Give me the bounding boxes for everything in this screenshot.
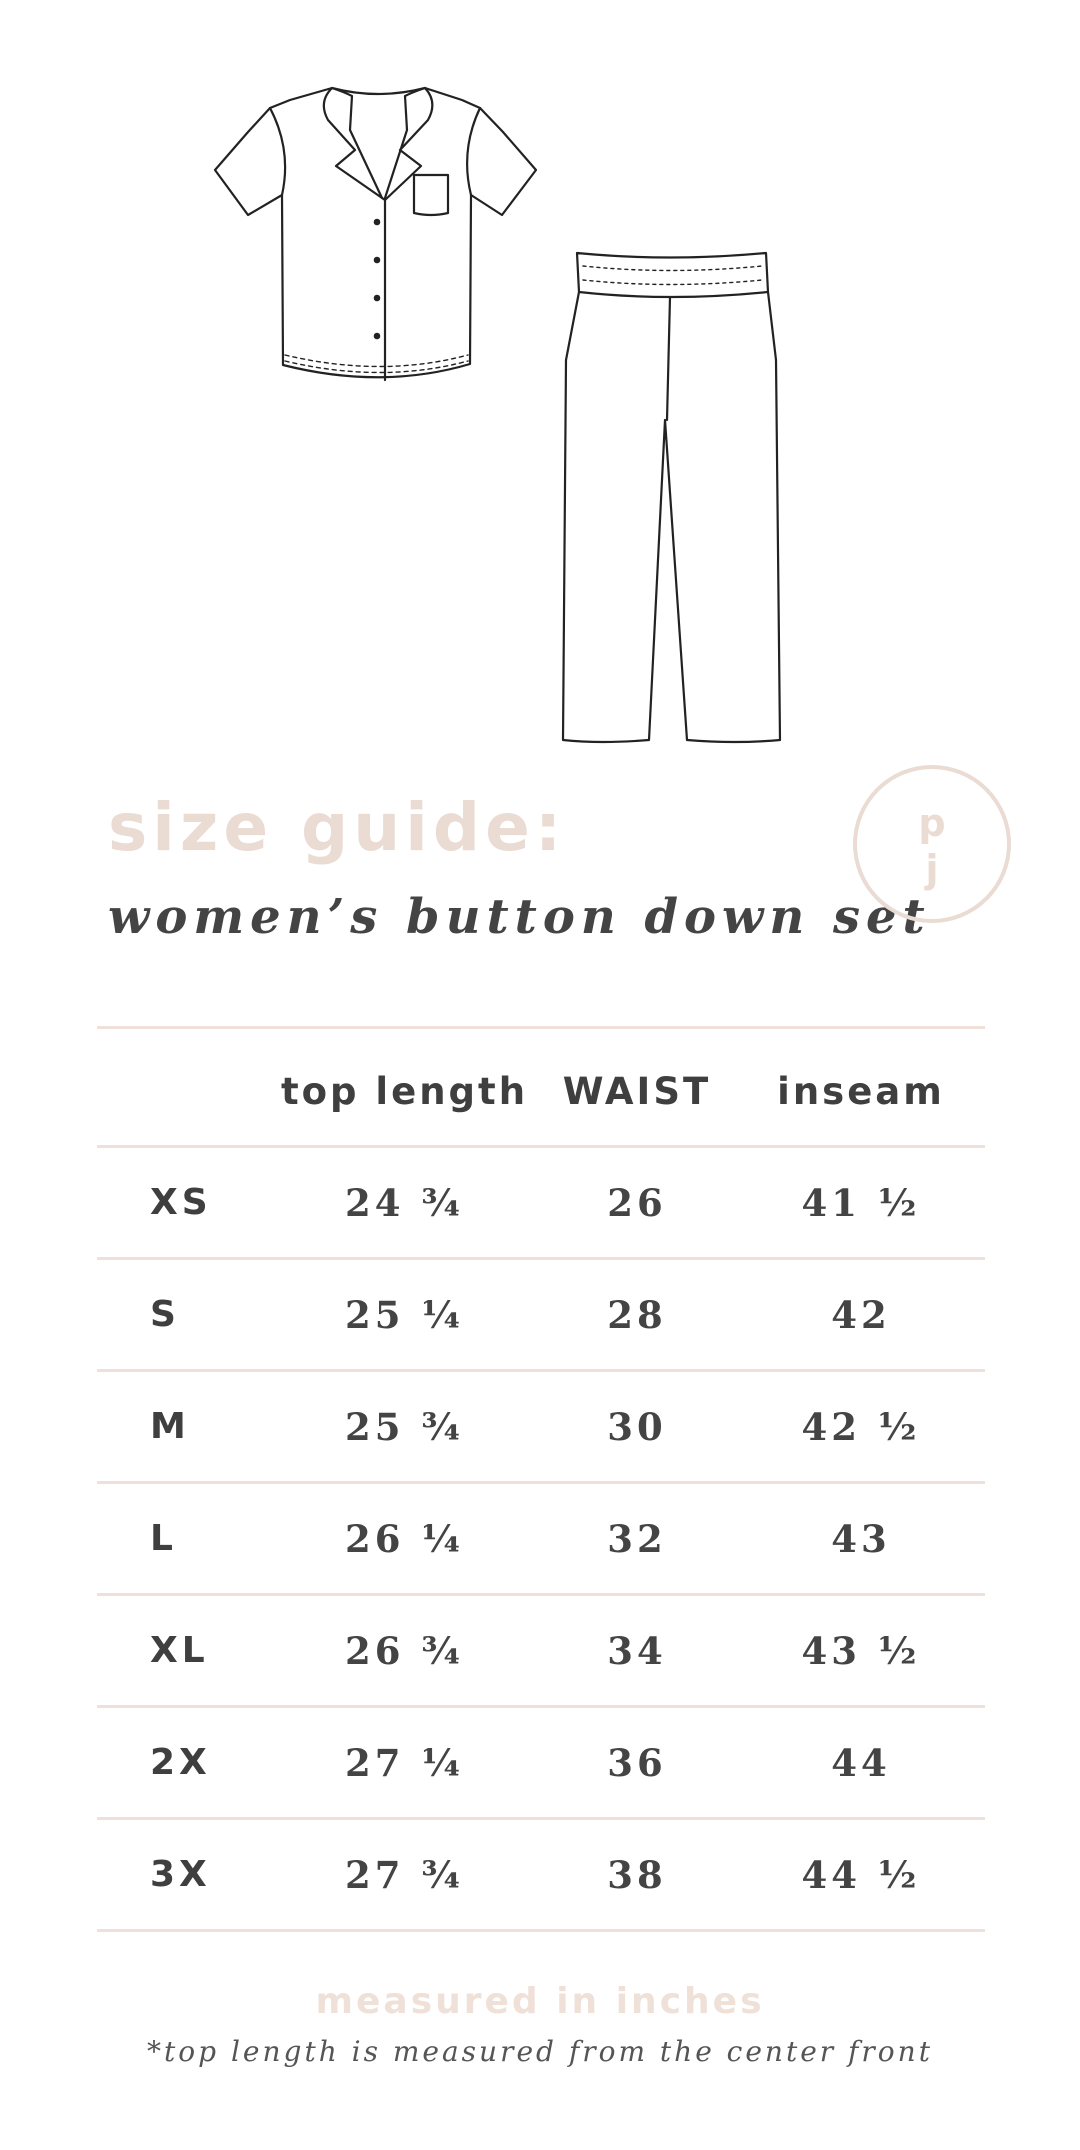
inseam-value: 44 ½: [801, 1852, 921, 1897]
size-label: XS: [150, 1182, 212, 1223]
logo-letter-j: j: [925, 847, 939, 891]
measurement-footnote: *top length is measured from the center front: [147, 2035, 933, 2068]
top-length-value: 24 ¾: [345, 1180, 464, 1225]
top-length-value: 26 ¾: [345, 1628, 464, 1673]
column-header-inseam: inseam: [777, 1069, 945, 1113]
units-note: measured in inches: [315, 1981, 765, 2022]
waist-value: 38: [607, 1852, 667, 1897]
top-length-value: 26 ¼: [345, 1516, 464, 1561]
size-label: XL: [150, 1630, 209, 1671]
table-row: [97, 1147, 985, 1259]
table-row: [97, 1595, 985, 1707]
table-row: [97, 1707, 985, 1819]
top-length-value: 27 ¼: [345, 1740, 464, 1785]
table-row: [97, 1259, 985, 1371]
waist-value: 36: [607, 1740, 667, 1785]
waist-value: 26: [607, 1180, 667, 1225]
logo-letter-p: p: [918, 801, 946, 845]
pajama-set-illustration: [0, 0, 1080, 780]
waist-value: 32: [607, 1516, 667, 1561]
inseam-value: 43: [831, 1516, 891, 1561]
inseam-value: 41 ½: [801, 1180, 921, 1225]
column-header-size: [97, 1028, 272, 1147]
waist-value: 28: [607, 1292, 667, 1337]
inseam-value: 44: [831, 1740, 891, 1785]
top-length-value: 25 ¼: [345, 1292, 464, 1337]
size-label: M: [150, 1406, 190, 1447]
top-length-value: 27 ¾: [345, 1852, 464, 1897]
inseam-value: 43 ½: [801, 1628, 921, 1673]
table-row: [97, 1819, 985, 1931]
inseam-value: 42 ½: [801, 1404, 921, 1449]
column-header-waist: WAIST: [562, 1069, 712, 1113]
table-header-row: [97, 1028, 985, 1147]
column-header-top-length: top length: [280, 1069, 529, 1113]
size-label: S: [150, 1294, 180, 1335]
table-row: [97, 1371, 985, 1483]
waist-value: 30: [607, 1404, 667, 1449]
size-table: [97, 1026, 985, 1932]
page-subtitle: women’s button down set: [108, 889, 931, 945]
table-row: [97, 1483, 985, 1595]
page-title: size guide:: [108, 789, 567, 866]
pajama-pants-illustration: [563, 253, 780, 742]
button-down-top-illustration: [215, 88, 536, 380]
size-label: 3X: [150, 1854, 211, 1895]
size-label: L: [150, 1518, 177, 1559]
inseam-value: 42: [831, 1292, 891, 1337]
pj-logo: [852, 764, 1012, 924]
waist-value: 34: [607, 1628, 667, 1673]
size-label: 2X: [150, 1742, 211, 1783]
top-length-value: 25 ¾: [345, 1404, 464, 1449]
